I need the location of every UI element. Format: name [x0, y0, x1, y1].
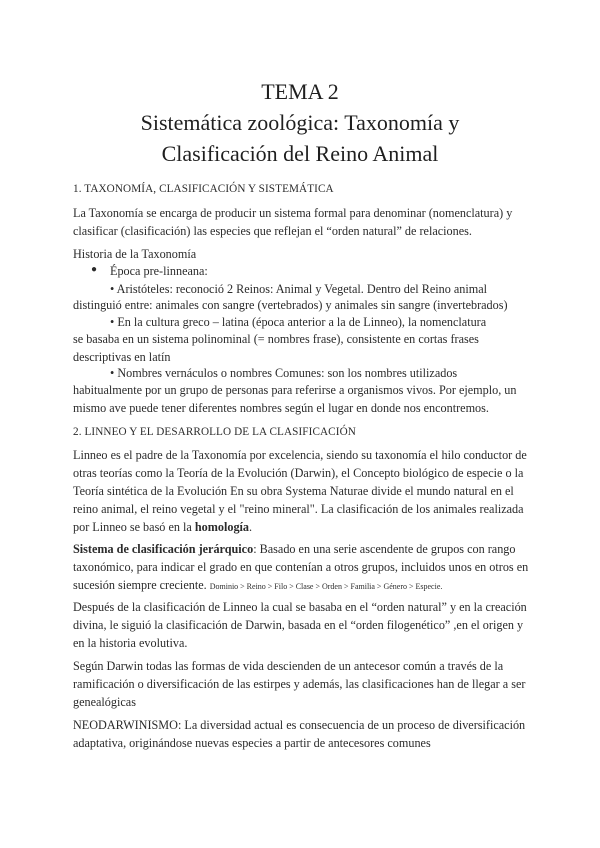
section1-intro: La Taxonomía se encarga de producir un sistema formal para denominar (nomenclatura) y clasificar (clasificación) las especies que reflejan el “orden natural” de relaciones.	[73, 206, 513, 238]
sub-aristoteles-start: • Aristóteles: reconoció 2 Reinos: Animal y Vegetal. Dentro del Reino animal	[110, 282, 488, 296]
title-topic: TEMA 2	[261, 79, 339, 104]
sub-vernaculos-cont: habitualmente por un grupo de personas para referirse a organismos vivos. Por ejemplo, un mismo ave puede tener diferentes nombres según el lugar en donde nos encontremos.	[73, 383, 517, 415]
neodarwinismo-paragraph: NEODARWINISMO: La diversidad actual es consecuencia de un proceso de diversificación adaptativa, originándose nuevas especies a partir de antecesores comunes	[73, 718, 526, 750]
section2-heading: 2. LINNEO Y EL DESARROLLO DE LA CLASIFICACIÓN	[73, 426, 356, 438]
history-label: Historia de la Taxonomía	[73, 247, 197, 261]
linneo-paragraph	[73, 446, 535, 536]
sub-aristoteles-cont: distinguió entre: animales con sangre (vertebrados) y animales sin sangre (invertebrados)	[73, 298, 508, 312]
sub-greco-latina-start: • En la cultura greco – latina (época anterior a la de Linneo), la nomenclatura	[110, 315, 487, 329]
title-subject-line1: Sistemática zoológica: Taxonomía y	[140, 110, 460, 135]
section1-heading: 1. TAXONOMÍA, CLASIFICACIÓN Y SISTEMÁTICA	[73, 183, 334, 195]
taxonomic-ranks: Dominio > Reino > Filo > Clase > Orden > Familia > Género > Especie.	[209, 582, 443, 591]
linneo-text: Linneo es el padre de la Taxonomía por excelencia, siendo su taxonomía el hilo conductor de otras teorías como la Teoría de la Evolución (Darwin), el Concepto biológico de especie o la Teoría sintética de la Evolución En su obra Systema Naturae divide el mundo natural en el reino animal, el reino vegetal y el "reino mineral". La clasificación de los animales realizada por Linneo se basó en la	[73, 448, 527, 534]
jerarquico-text: : Basado en una serie ascendente de grupos con rango taxonómico, para indicar el grado en que contenían a otros grupos, incluidos unos en otros en sucesión siempre creciente.	[73, 542, 529, 592]
sub-greco-latina-cont: se basaba en un sistema polinominal (= nombres frase), consistente en cortas frases descriptivas en latín	[73, 332, 479, 364]
jerarquico-term: Sistema de clasificación jerárquico	[73, 542, 254, 556]
darwin-origin-paragraph: Según Darwin todas las formas de vida descienden de un antecesor común a través de la ramificación o diversificación de las estirpes y además, las clasificaciones han de llegar a ser genealógicas	[73, 659, 526, 709]
sub-vernaculos-start: • Nombres vernáculos o nombres Comunes: son los nombres utilizados	[110, 366, 458, 380]
jerarquico-paragraph	[73, 540, 535, 596]
darwin-paragraph: Después de la clasificación de Linneo la cual se basaba en el “orden natural” y en la creación divina, le siguió la clasificación de Darwin, basada en el “orden filogenético” ,en el origen y en la historia evolutiva.	[73, 600, 527, 650]
linneo-end: .	[249, 520, 253, 534]
title-subject-line2: Clasificación del Reino Animal	[161, 141, 439, 166]
bullet-pre-linneana: Época pre-linneana:	[110, 264, 208, 278]
bullet-dot: ●	[91, 264, 98, 275]
title-block	[0, 76, 600, 169]
homologia-term: homología	[194, 520, 250, 534]
